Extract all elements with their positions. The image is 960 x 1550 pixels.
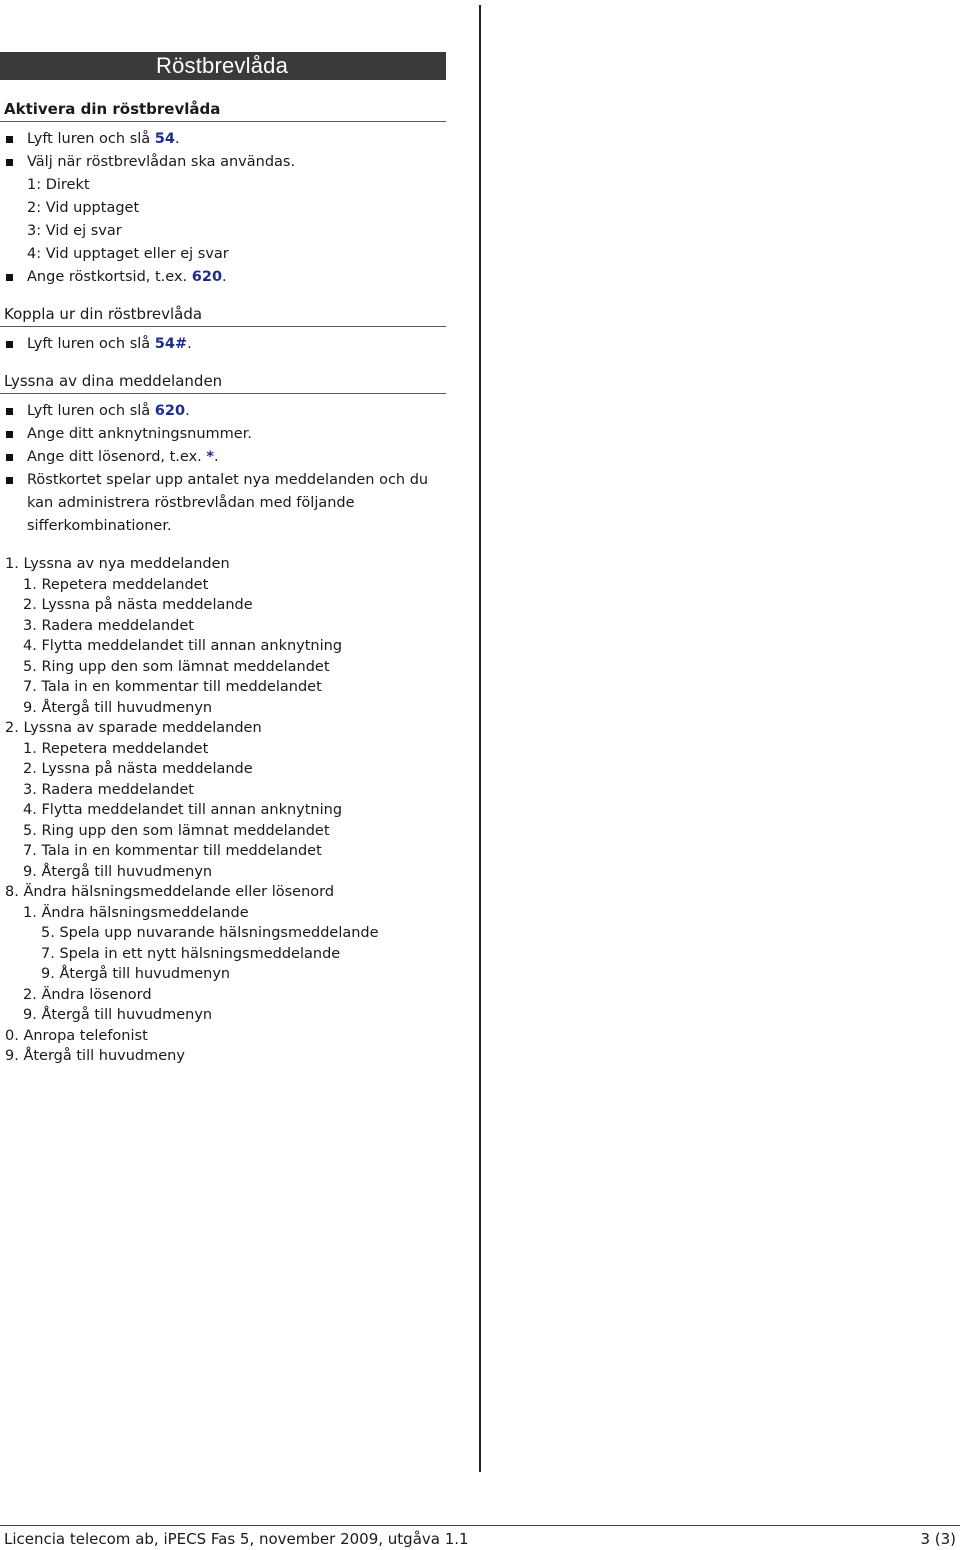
dial-code: 54: [154, 131, 175, 147]
activate-steps: [0, 128, 446, 289]
title-bar: [0, 52, 446, 80]
menu-option: 0. Anropa telefonist: [5, 1027, 148, 1044]
step-line: [0, 333, 446, 356]
footer-publisher: Licencia telecom ab, iPECS Fas 5, november 2009, utgåva 1.1: [4, 1530, 469, 1548]
step-line: [0, 446, 446, 469]
dial-code: *: [206, 449, 214, 465]
dial-code: 620: [154, 403, 186, 419]
page-footer: [0, 1525, 960, 1550]
disconnect-steps: [0, 333, 446, 356]
step-line: [0, 266, 446, 289]
menu-option: 7. Tala in en kommentar till meddelandet: [23, 679, 322, 695]
step-text: Lyft luren och slå: [27, 403, 155, 419]
menu-option: 7. Tala in en kommentar till meddelandet: [23, 843, 322, 859]
menu-option: 5. Ring upp den som lämnat meddelandet: [23, 658, 330, 675]
section-heading-activate: Aktivera din röstbrevlåda: [0, 98, 446, 122]
step-line: [0, 469, 446, 538]
step-text: 1: Direkt: [27, 177, 90, 193]
menu-option: 4. Flytta meddelandet till annan anknytning: [23, 638, 343, 654]
section-heading-disconnect: Koppla ur din röstbrevlåda: [0, 303, 446, 327]
menu-option: 9. Återgå till huvudmenyn: [23, 699, 213, 716]
step-text: Ange ditt anknytningsnummer.: [27, 426, 252, 442]
step-text: Lyft luren och slå: [27, 131, 155, 147]
step-text: Röstkortet spelar upp antalet nya meddelanden och du kan administrera röstbrevlådan med följande sifferkombinationer.: [27, 472, 429, 534]
menu-option: 9. Återgå till huvudmenyn: [23, 863, 213, 880]
menu-option: 2. Lyssna på nästa meddelande: [23, 761, 253, 777]
step-line: [0, 128, 446, 151]
step-suffix: .: [185, 403, 190, 419]
menu-option: 5. Spela upp nuvarande hälsningsmeddelande: [41, 925, 379, 941]
step-text: 2: Vid upptaget: [27, 200, 140, 216]
step-line: [0, 400, 446, 423]
menu-option: 1. Ändra hälsningsmeddelande: [23, 904, 249, 921]
menu-option: 1. Repetera meddelandet: [23, 740, 209, 757]
menu-option: 1. Lyssna av nya meddelanden: [5, 556, 230, 572]
menu-option: 7. Spela in ett nytt hälsningsmeddelande: [41, 945, 341, 962]
step-line: [0, 197, 446, 220]
step-line: [0, 423, 446, 446]
digit-menu: [0, 554, 446, 1067]
menu-option: 3. Radera meddelandet: [23, 617, 194, 634]
step-text: 4: Vid upptaget eller ej svar: [27, 246, 229, 262]
menu-option: 9. Återgå till huvudmenyn: [23, 1007, 213, 1023]
step-line: [0, 151, 446, 174]
menu-option: 2. Ändra lösenord: [23, 986, 152, 1003]
step-line: [0, 174, 446, 197]
column-divider: [479, 5, 481, 1472]
menu-option: 2. Lyssna av sparade meddelanden: [5, 720, 262, 736]
menu-option: 9. Återgå till huvudmenyn: [41, 966, 231, 982]
page-title: Röstbrevlåda: [156, 53, 289, 78]
footer-page-number: 3 (3): [920, 1530, 956, 1548]
dial-code: 54#: [154, 336, 188, 352]
step-line: [0, 243, 446, 266]
step-text: Ange röstkortsid, t.ex.: [27, 269, 192, 285]
menu-option: 1. Repetera meddelandet: [23, 576, 209, 593]
step-suffix: .: [222, 269, 227, 285]
dial-code: 620: [191, 269, 223, 285]
step-text: Välj när röstbrevlådan ska användas.: [27, 154, 296, 170]
step-suffix: .: [187, 336, 192, 352]
step-text: Ange ditt lösenord, t.ex.: [27, 449, 207, 465]
step-suffix: .: [174, 131, 180, 147]
step-text: 3: Vid ej svar: [27, 223, 122, 239]
menu-option: 8. Ändra hälsningsmeddelande eller lösenord: [5, 884, 335, 900]
step-text: Lyft luren och slå: [27, 336, 155, 352]
step-suffix: .: [213, 449, 219, 465]
menu-option: 3. Radera meddelandet: [23, 781, 194, 798]
listen-steps: [0, 400, 446, 538]
menu-option: 9. Återgå till huvudmeny: [5, 1048, 185, 1064]
menu-option: 4. Flytta meddelandet till annan anknytning: [23, 802, 343, 818]
step-line: [0, 220, 446, 243]
section-heading-listen: Lyssna av dina meddelanden: [0, 370, 446, 394]
menu-option: 5. Ring upp den som lämnat meddelandet: [23, 822, 330, 839]
content-column: [0, 52, 446, 1067]
menu-option: 2. Lyssna på nästa meddelande: [23, 597, 253, 613]
